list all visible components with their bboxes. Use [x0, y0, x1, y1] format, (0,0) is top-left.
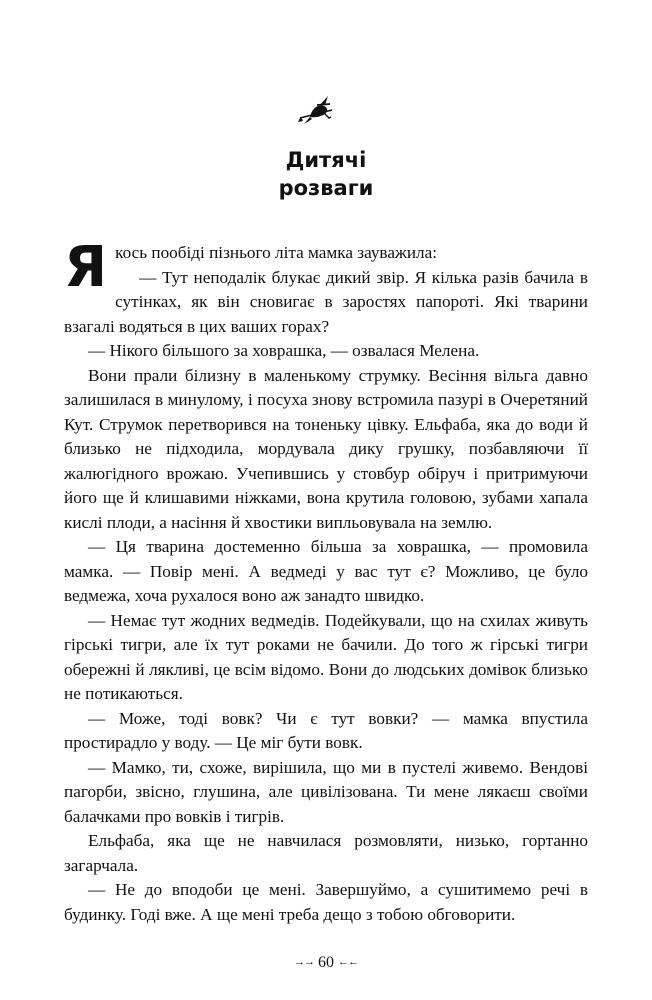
- footer-ornament-right: ←←: [338, 956, 358, 968]
- paragraph: — Немає тут жодних ведмедів. Подейкували, що на схилах живуть гірські тигри, але їх тут роками не бачили. До того ж гірські тигри обережні й лякливі, це всім відомо. Вони до людських домівок близько не потикаються.: [64, 610, 588, 703]
- paragraph: — Тут неподалік блукає дикий звір. Я кілька разів бачила в сутінках, як він сновигає в заростях папороті. Які тварини взагалі водяться в цих ваших горах?: [64, 267, 588, 336]
- chapter-title-line2: розваги: [278, 176, 374, 200]
- page-number: 60: [318, 954, 334, 971]
- paragraph: Вони прали білизну в маленькому струмку. Весіння вільга давно залишилася в минулому, і посуха знову встромила пазурі в Очеретяний Кут. Струмок перетворився на тоненьку цівку. Ельфаба, яка до води й близько не підходила, мордувала дику грушку, позбавляючи її жалюгідного врожаю. Учепившись у стовбур обіруч і притримуючи його ще й клишавими ніжками, вона крутила головою, зубами хапала кислі плоди, а насіння й хвостики випльовувала на землю.: [64, 365, 588, 532]
- paragraph: — Може, тоді вовк? Чи є тут вовки? — мамка впустила простирадло у воду. — Це міг бути вовк.: [64, 708, 588, 752]
- paragraph: — Не до вподоби це мені. Завершуймо, а сушитимемо речі в будинку. Годі вже. А ще мені треба дещо з тобою обговорити.: [64, 880, 588, 924]
- opening-paragraph: [64, 235, 588, 300]
- drop-cap: Я: [64, 235, 108, 300]
- page-footer: [0, 952, 652, 973]
- chapter-text: [64, 235, 588, 927]
- paragraph: — Ця тварина достеменно більша за ховрашка, — промовила мамка. — Повір мені. А ведмеді у вас тут є? Можливо, це було ведмежа, хоча рухалося воно аж занадто швидко.: [64, 537, 588, 605]
- footer-ornament-left: →→: [294, 956, 314, 968]
- paragraph: Ельфаба, яка ще не навчилася розмовляти, низько, гортанно загарчала.: [64, 831, 588, 875]
- paragraph: — Нікого більшого за ховрашка, — озвалася Мелена.: [88, 341, 480, 360]
- chapter-title-line1: Дитячі: [285, 148, 367, 172]
- opening-line: кось пообіді пізнього літа мамка зауважила:: [115, 243, 438, 262]
- paragraph: — Мамко, ти, схоже, вирішила, що ми в пустелі живемо. Вендові пагорби, звісно, глушина, але цивілізована. Ти мене лякаєш своїми балачками про вовків і тигрів.: [64, 757, 588, 826]
- witch-on-broom-icon: [298, 96, 338, 128]
